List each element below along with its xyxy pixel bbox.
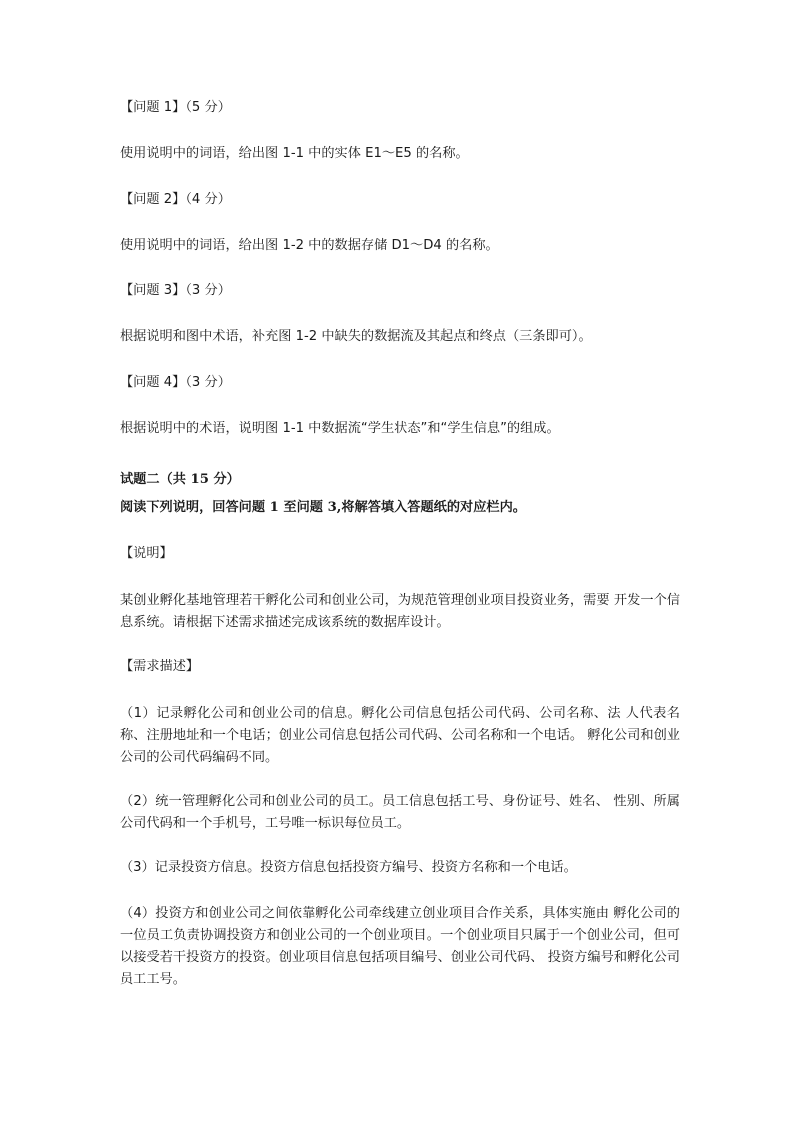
section-instruction: 阅读下列说明，回答问题 1 至问题 3,将解答填入答题纸的对应栏内。 [120, 500, 526, 515]
explain-text: 某创业孵化基地管理若干孵化公司和创业公司，为规范管理创业项目投资业务，需要 开发一个信息系统。请根据下述需求描述完成该系统的数据库设计。 [120, 593, 680, 630]
q3-heading: 【问题 3】（3 分） [120, 283, 231, 298]
q1-heading: 【问题 1】（5 分） [120, 100, 231, 115]
explain-heading: 【说明】 [120, 546, 173, 561]
q4-heading: 【问题 4】（3 分） [120, 375, 231, 390]
requirement-1: （1）记录孵化公司和创业公司的信息。孵化公司信息包括公司代码、公司名称、法 人代表名称、注册地址和一个电话；创业公司信息包括公司代码、公司名称和一个电话。 孵化公司和创业公司的公司代码编码不同。 [120, 706, 680, 765]
q3-text: 根据说明和图中术语，补充图 1-2 中缺失的数据流及其起点和终点（三条即可）。 [120, 329, 592, 344]
requirements-heading: 【需求描述】 [120, 659, 200, 674]
section-title: 试题二（共 15 分） [120, 472, 240, 487]
requirement-4: （4）投资方和创业公司之间依靠孵化公司牵线建立创业项目合作关系，具体实施由 孵化公司的一位员工负责协调投资方和创业公司的一个创业项目。一个创业项目只属于一个创业公司，但可以接受若干投资方的投资。创业项目信息包括项目编号、创业公司代码、 投资方编号和孵化公司员工工号。 [120, 906, 680, 987]
q2-heading: 【问题 2】（4 分） [120, 192, 231, 207]
q2-text: 使用说明中的词语，给出图 1-2 中的数据存储 D1～D4 的名称。 [120, 238, 499, 253]
requirement-2: （2）统一管理孵化公司和创业公司的员工。员工信息包括工号、身份证号、姓名、 性别、所属公司代码和一个手机号，工号唯一标识每位员工。 [120, 794, 680, 831]
q4-text: 根据说明中的术语，说明图 1-1 中数据流“学生状态”和“学生信息”的组成。 [120, 421, 560, 436]
q1-text: 使用说明中的词语，给出图 1-1 中的实体 E1～E5 的名称。 [120, 146, 469, 161]
requirement-3: （3）记录投资方信息。投资方信息包括投资方编号、投资方名称和一个电话。 [120, 860, 577, 875]
